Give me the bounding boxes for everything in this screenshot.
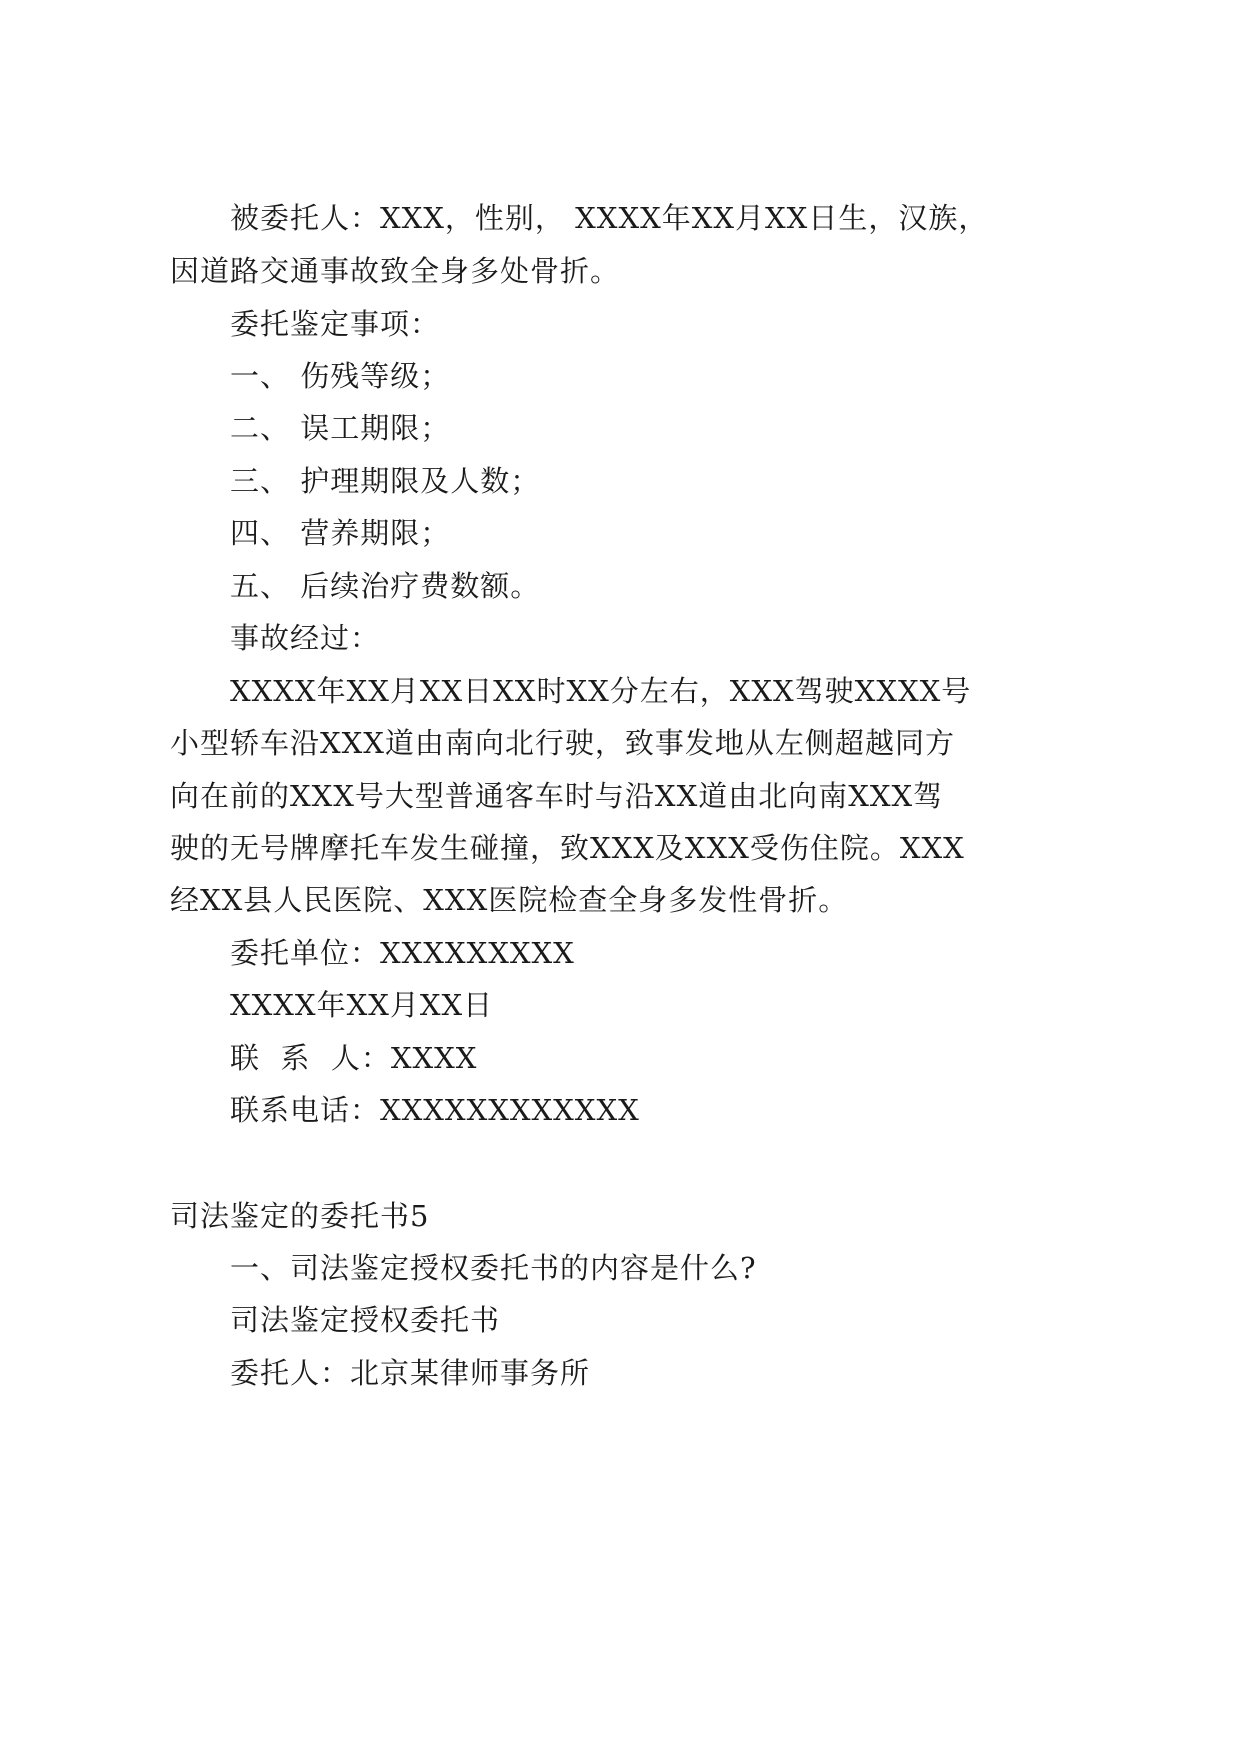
contact-phone: 联系电话：XXXXXXXXXXXX bbox=[230, 1093, 640, 1127]
matter-item-5: 五、 后续治疗费数额。 bbox=[230, 569, 541, 603]
subsection-title: 司法鉴定授权委托书 bbox=[230, 1303, 501, 1337]
accident-line-3: 向在前的XXX号大型普通客车时与沿XX道由北向南XXX驾 bbox=[170, 779, 944, 813]
accident-heading: 事故经过： bbox=[230, 621, 381, 655]
section-title: 司法鉴定的委托书5 bbox=[170, 1199, 430, 1233]
client-info-line-1: 被委托人：XXX，性别， XXXX年XX月XX日生，汉族， bbox=[230, 201, 989, 235]
section-question: 一、司法鉴定授权委托书的内容是什么? bbox=[230, 1251, 757, 1285]
client-line: 委托人：北京某律师事务所 bbox=[230, 1356, 591, 1390]
accident-line-1: XXXX年XX月XX日XX时XX分左右，XXX驾驶XXXX号 bbox=[230, 674, 972, 708]
entrusting-unit: 委托单位：XXXXXXXXX bbox=[230, 936, 575, 970]
accident-line-5: 经XX县人民医院、XXX医院检查全身多发性骨折。 bbox=[170, 883, 849, 917]
accident-line-2: 小型轿车沿XXX道由南向北行驶，致事发地从左侧超越同方 bbox=[170, 726, 955, 760]
accident-line-4: 驶的无号牌摩托车发生碰撞，致XXX及XXX受伤住院。XXX bbox=[170, 831, 965, 865]
matter-item-1: 一、 伤残等级； bbox=[230, 359, 451, 393]
matter-item-4: 四、 营养期限； bbox=[230, 516, 451, 550]
matter-item-2: 二、 误工期限； bbox=[230, 411, 451, 445]
entrusted-matters-heading: 委托鉴定事项： bbox=[230, 307, 441, 341]
date-line: XXXX年XX月XX日 bbox=[230, 988, 494, 1022]
matter-item-3: 三、 护理期限及人数； bbox=[230, 464, 541, 498]
client-info-line-2: 因道路交通事故致全身多处骨折。 bbox=[170, 254, 621, 288]
contact-person: 联 系 人：XXXX bbox=[230, 1041, 478, 1075]
